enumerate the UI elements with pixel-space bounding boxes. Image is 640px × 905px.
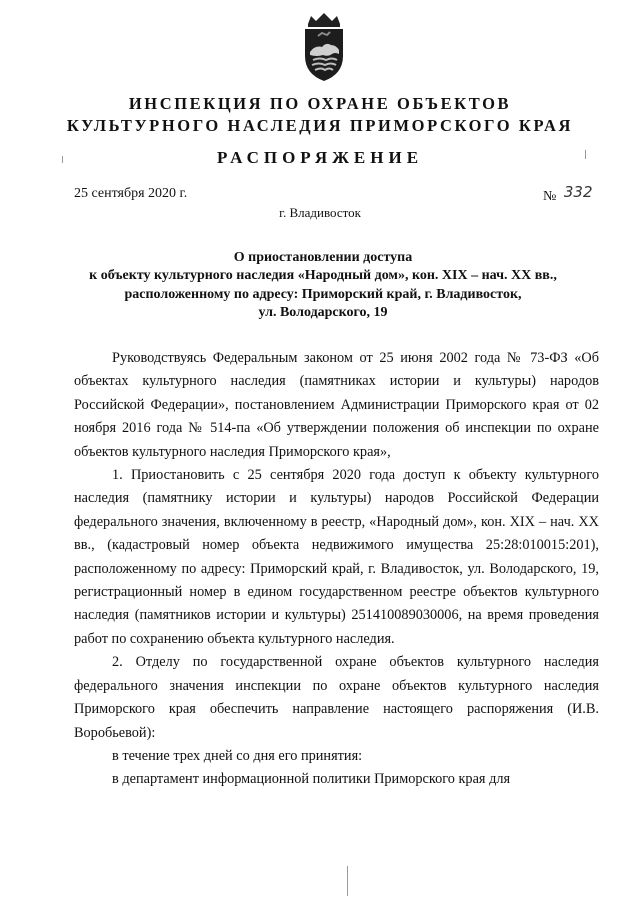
title-line1: О приостановлении доступа <box>233 250 413 265</box>
scan-mark <box>585 150 586 159</box>
scan-mark <box>347 866 348 896</box>
handwritten-number: 332 <box>563 183 593 201</box>
organization-name-line2: КУЛЬТУРНОГО НАСЛЕДИЯ ПРИМОРСКОГО КРАЯ <box>66 116 574 135</box>
item-2-subline-2: в департамент информационной политики Приморского края для <box>112 771 511 788</box>
title-line4: ул. Володарского, 19 <box>258 305 388 321</box>
organization-name-line1: ИНСПЕКЦИЯ ПО ОХРАНЕ ОБЪЕКТОВ <box>128 94 512 113</box>
document-city: г. Владивосток <box>279 205 361 220</box>
scan-mark <box>62 156 63 163</box>
title-line2: к объекту культурного наследия «Народный дом», кон. XIX – нач. XX вв., <box>89 268 557 284</box>
item-1-paragraph: 1. Приостановить с 25 сентября 2020 года доступ к объекту культурного наследия (памятнику истории и культуры) народов Российской Федерации федерального значения, включенному в реестр, «Народный дом», кон. XIX – нач. XX вв., (кадастровый номер объекта недвижимого имущества 25:28:010015:201), расположенному по адресу: Приморский край, г. Владивосток, ул. Володарского, 19, регистрационный номер в едином государственном реестре объектов культурного наследия (памятников истории и культуры) 251410089030006, на время проведения работ по сохранению объекта культурного наследия. <box>74 467 599 647</box>
item-2-subline-1: в течение трех дней со дня его принятия: <box>112 747 363 764</box>
title-line3: расположенному по адресу: Приморский край, г. Владивосток, <box>124 286 522 302</box>
primorsky-krai-coat-of-arms-icon <box>298 10 350 84</box>
number-prefix: № <box>543 189 557 204</box>
item-2-paragraph: 2. Отделу по государственной охране объектов культурного наследия федерального значения инспекции по охране объектов культурного наследия Приморского края обеспечить направление настоящего распоряжения (И.В. Воробьевой): <box>74 654 599 741</box>
preamble-paragraph: Руководствуясь Федеральным законом от 25 июня 2002 года № 73-ФЗ «Об объектах культурного наследия (памятниках истории и культуры) народов Российской Федерации», постановлением Администрации Приморского края от 02 ноября 2016 года № 514-па «Об утверждении положения об инспекции по охране объектов культурного наследия Приморского края», <box>74 350 599 460</box>
document-title <box>56 249 590 323</box>
document-type-heading: РАСПОРЯЖЕНИЕ <box>216 148 424 167</box>
document-body <box>74 347 599 792</box>
document-date: 25 сентября 2020 г. <box>74 186 188 201</box>
document-number <box>543 183 593 205</box>
